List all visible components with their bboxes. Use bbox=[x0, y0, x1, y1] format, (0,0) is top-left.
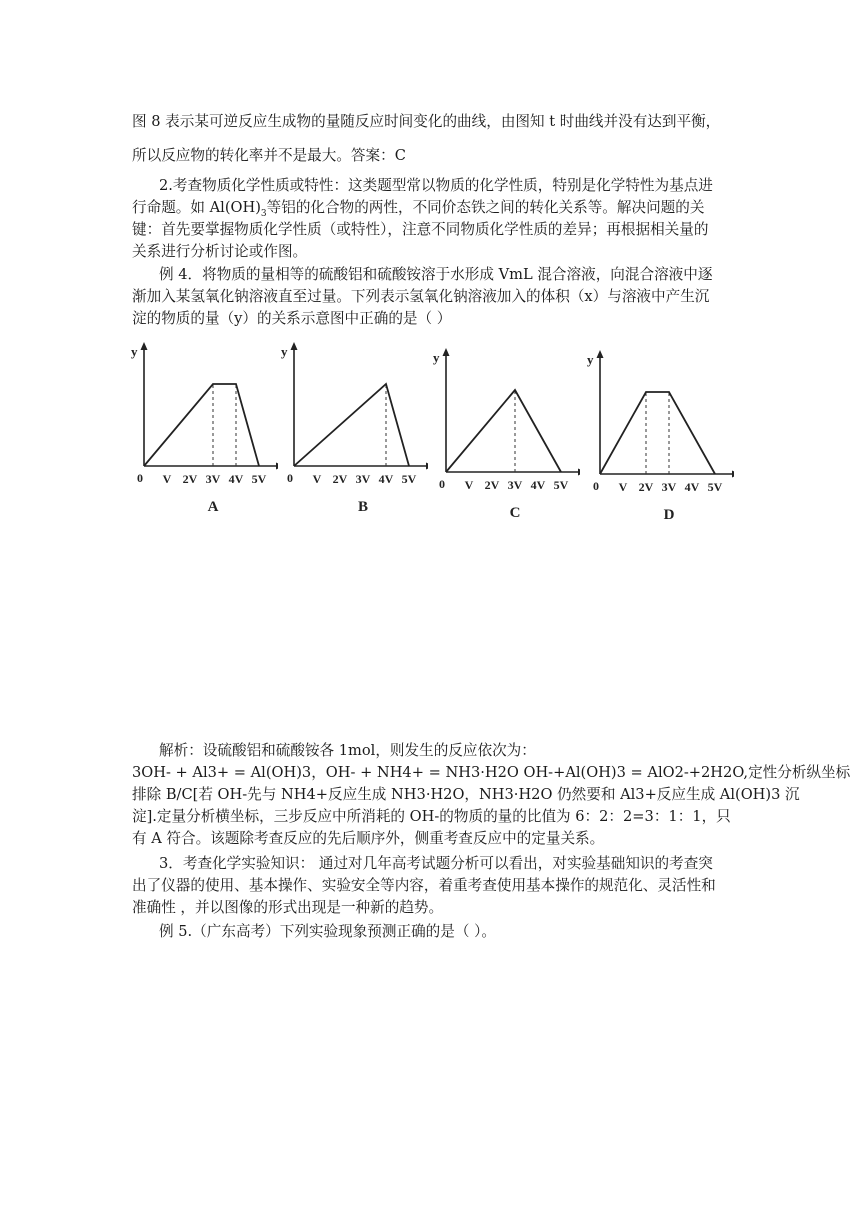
x-tick-label: 4V bbox=[228, 472, 244, 486]
graph-caption: B bbox=[357, 499, 369, 515]
x-tick-label: 3V bbox=[661, 480, 677, 494]
x-tick-label: V bbox=[312, 472, 322, 486]
text-line: 排除 B/C[若 OH-先与 NH4+反应生成 NH3·H2O，NH3·H2O 仍然要和 Al3+反应生成 Al(OH)3 沉 bbox=[132, 786, 800, 803]
x-tick-label: 2V bbox=[484, 478, 500, 492]
text-line bbox=[132, 198, 704, 218]
graph-caption: D bbox=[663, 507, 675, 523]
graph-option-c bbox=[430, 342, 580, 531]
text-run: 行命题。如 Al(OH) bbox=[132, 199, 261, 216]
x-tick-label: 3V bbox=[355, 472, 371, 486]
precipitate-curve bbox=[294, 384, 409, 466]
text-line: 例 5.（广东高考）下列实验现象预测正确的是（ ）。 bbox=[159, 923, 496, 940]
x-tick-label: 2V bbox=[638, 480, 654, 494]
text-line: 出了仪器的使用、基本操作、实验安全等内容，着重考查使用基本操作的规范化、灵活性和 bbox=[132, 877, 716, 894]
x-tick-label: 3V bbox=[507, 478, 523, 492]
option-graphs bbox=[128, 336, 732, 526]
x-axis-arrow bbox=[426, 463, 428, 470]
text-line: 准确性 ，并以图像的形式出现是一种新的趋势。 bbox=[132, 899, 444, 916]
x-tick-label: V bbox=[464, 478, 474, 492]
graph-svg bbox=[278, 336, 428, 521]
text-line: 关系进行分析讨论或作图。 bbox=[132, 243, 308, 260]
y-axis-arrow bbox=[597, 350, 604, 358]
x-tick-label: 3V bbox=[205, 472, 221, 486]
x-axis-arrow bbox=[578, 469, 580, 476]
y-axis-label: y bbox=[281, 344, 288, 359]
text-line: 2.考查物质化学性质或特性：这类题型常以物质的化学性质，特别是化学特性为基点进 bbox=[159, 177, 713, 194]
y-axis-label: y bbox=[131, 344, 138, 359]
subscript: 3 bbox=[260, 208, 267, 219]
text-line: 所以反应物的转化率并不是最大。答案：C bbox=[132, 147, 406, 164]
y-axis-arrow bbox=[291, 342, 298, 350]
x-tick-label: 5V bbox=[707, 480, 723, 494]
x-axis-arrow bbox=[732, 471, 734, 478]
origin-label: 0 bbox=[593, 479, 599, 493]
text-line: 渐加入某氢氧化钠溶液直至过量。下列表示氢氧化钠溶液加入的体积（x）与溶液中产生沉 bbox=[132, 288, 710, 305]
text-line: 键：首先要掌握物质化学性质（或特性），注意不同物质化学性质的差异；再根据相关量的 bbox=[132, 221, 709, 238]
x-tick-label: V bbox=[162, 472, 172, 486]
x-tick-label: 5V bbox=[401, 472, 417, 486]
origin-label: 0 bbox=[137, 471, 143, 485]
graph-caption: A bbox=[207, 499, 219, 515]
y-axis-label: y bbox=[587, 352, 594, 367]
y-axis-label: y bbox=[433, 350, 440, 365]
x-tick-label: 5V bbox=[553, 478, 569, 492]
text-run: 等铝的化合物的两性，不同价态铁之间的转化关系等。解决问题的关 bbox=[266, 199, 705, 216]
text-line: 3OH- + Al3+ = Al(OH)3，OH- + NH4+ = NH3·H2O OH-+Al(OH)3 = AlO2-+2H2O,定性分析纵坐标 bbox=[132, 764, 851, 781]
y-axis-arrow bbox=[141, 342, 148, 350]
text-line: 淀].定量分析横坐标，三步反应中所消耗的 OH-的物质的量的比值为 6：2：2=3：1：1，只 bbox=[132, 808, 731, 825]
x-tick-label: 4V bbox=[378, 472, 394, 486]
origin-label: 0 bbox=[439, 477, 445, 491]
x-tick-label: 4V bbox=[530, 478, 546, 492]
y-axis-arrow bbox=[443, 348, 450, 356]
precipitate-curve bbox=[446, 390, 561, 472]
text-line: 淀的物质的量（y）的关系示意图中正确的是（ ） bbox=[132, 310, 452, 327]
text-line: 例 4．将物质的量相等的硫酸铝和硫酸铵溶于水形成 VmL 混合溶液，向混合溶液中逐 bbox=[159, 266, 713, 283]
graph-caption: C bbox=[509, 505, 521, 521]
precipitate-curve bbox=[600, 392, 715, 474]
graph-svg bbox=[128, 336, 278, 521]
graph-option-d bbox=[584, 344, 734, 533]
graph-option-a bbox=[128, 336, 278, 525]
text-line: 3．考查化学实验知识： 通过对几年高考试题分析可以看出，对实验基础知识的考查突 bbox=[159, 855, 713, 872]
text-line: 有 A 符合。该题除考查反应的先后顺序外，侧重考查反应中的定量关系。 bbox=[132, 830, 605, 847]
graph-svg bbox=[584, 344, 734, 529]
precipitate-curve bbox=[144, 384, 259, 466]
graph-option-b bbox=[278, 336, 428, 525]
x-tick-label: 2V bbox=[332, 472, 348, 486]
text-line: 图 8 表示某可逆反应生成物的量随反应时间变化的曲线，由图知 t 时曲线并没有达到平衡， bbox=[132, 113, 721, 130]
x-tick-label: 4V bbox=[684, 480, 700, 494]
x-tick-label: 2V bbox=[182, 472, 198, 486]
origin-label: 0 bbox=[287, 471, 293, 485]
x-tick-label: 5V bbox=[251, 472, 267, 486]
x-tick-label: V bbox=[618, 480, 628, 494]
graph-svg bbox=[430, 342, 580, 527]
text-line: 解析：设硫酸铝和硫酸铵各 1mol，则发生的反应依次为： bbox=[159, 742, 536, 759]
